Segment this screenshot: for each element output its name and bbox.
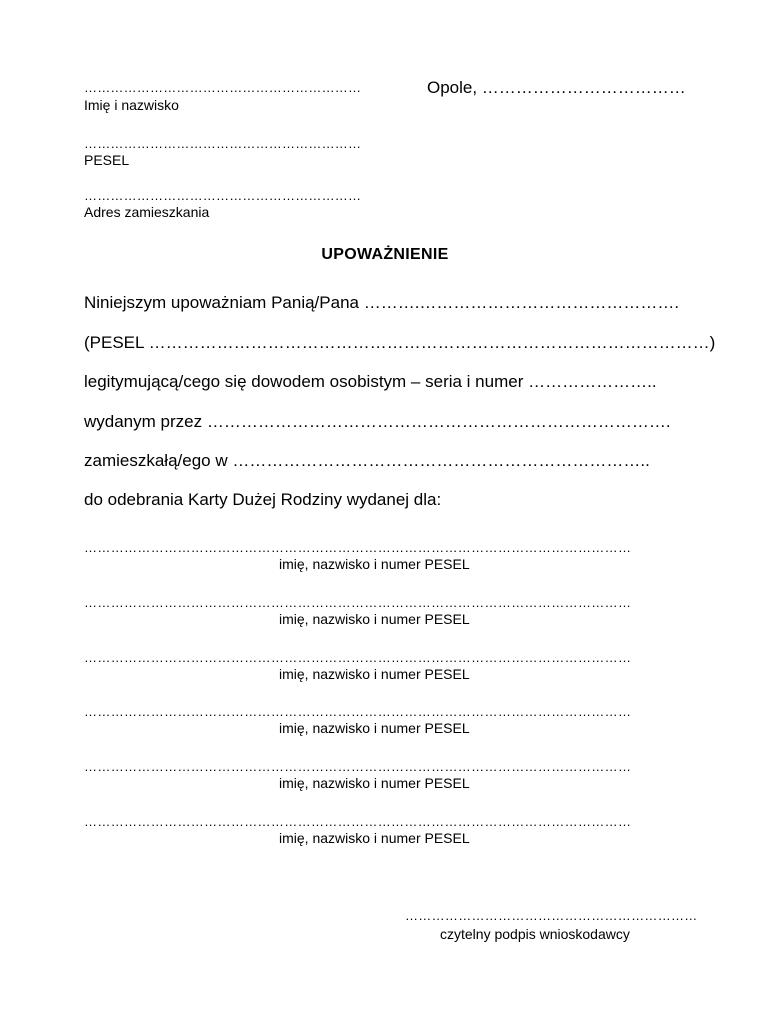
purpose-line: do odebrania Karty Dużej Rodziny wydanej dla: (84, 490, 442, 509)
signature-label: czytelny podpis wnioskodawcy (440, 926, 630, 942)
residence-line: zamieszkałą/ego w ……………………………………………………………….. (84, 451, 650, 470)
name-label: Imię i nazwisko (84, 97, 179, 113)
name-dots: ……………………………………………………… (84, 80, 362, 95)
person-dots: …………………………………………………………………………………………………………… (84, 759, 632, 774)
id-document-line: legitymującą/cego się dowodem osobistym – seria i numer ………………….. (84, 372, 657, 391)
document-title: UPOWAŻNIENIE (321, 246, 449, 263)
address-dots: ……………………………………………………… (84, 188, 362, 203)
place-date: Opole, ……………………………… (427, 78, 686, 97)
person-dots: …………………………………………………………………………………………………………… (84, 595, 632, 610)
issued-by-line: wydanym przez ………………………………………………………………………. (84, 412, 671, 431)
address-label: Adres zamieszkania (84, 204, 210, 220)
person-label: imię, nazwisko i numer PESEL (279, 556, 470, 572)
pesel-label: PESEL (84, 152, 130, 168)
person-dots: …………………………………………………………………………………………………………… (84, 540, 632, 555)
person-dots: …………………………………………………………………………………………………………… (84, 650, 632, 665)
authorized-person-line: Niniejszym upoważniam Panią/Pana ……….………………………………………. (84, 293, 680, 312)
signature-dots: ………………………………………………………… (405, 908, 698, 923)
person-label: imię, nazwisko i numer PESEL (279, 611, 470, 627)
person-dots: …………………………………………………………………………………………………………… (84, 814, 632, 829)
pesel-dots: ……………………………………………………… (84, 136, 362, 151)
person-dots: …………………………………………………………………………………………………………… (84, 704, 632, 719)
person-label: imię, nazwisko i numer PESEL (279, 720, 470, 736)
person-label: imię, nazwisko i numer PESEL (279, 666, 470, 682)
authorized-pesel-line: (PESEL ………………………………………………………………………………………) (84, 333, 716, 352)
person-label: imię, nazwisko i numer PESEL (279, 830, 470, 846)
person-label: imię, nazwisko i numer PESEL (279, 775, 470, 791)
